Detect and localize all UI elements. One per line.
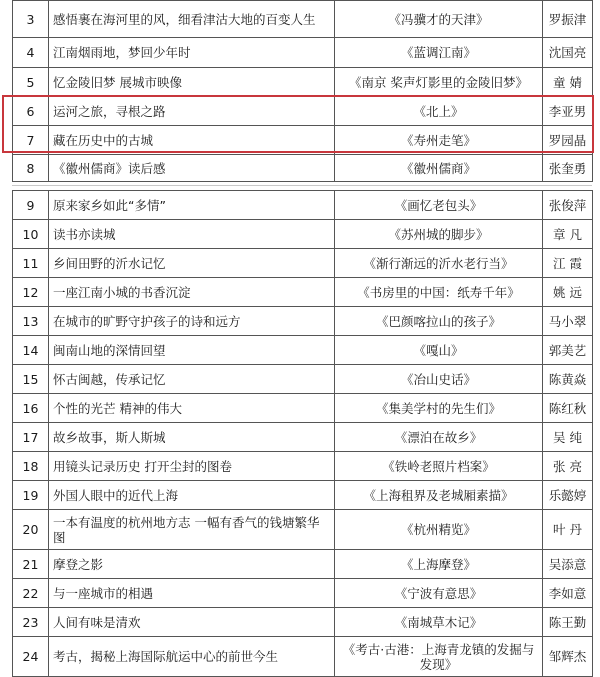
essay-title: 《徽州儒商》读后感 bbox=[49, 155, 335, 182]
row-number: 7 bbox=[13, 126, 49, 155]
book-title: 《南城草木记》 bbox=[335, 608, 543, 637]
essay-title: 感悟裹在海河里的风，细看津沽大地的百变人生 bbox=[49, 1, 335, 38]
book-title: 《铁岭老照片档案》 bbox=[335, 452, 543, 481]
table-body-bottom bbox=[13, 191, 593, 677]
row-number: 6 bbox=[13, 97, 49, 126]
book-title: 《上海租界及老城厢素描》 bbox=[335, 481, 543, 510]
essay-title: 外国人眼中的近代上海 bbox=[49, 481, 335, 510]
essay-title: 怀古闽越，传承记忆 bbox=[49, 365, 335, 394]
row-number: 23 bbox=[13, 608, 49, 637]
book-title: 《嘎山》 bbox=[335, 336, 543, 365]
book-title: 《书房里的中国：纸寿千年》 bbox=[335, 278, 543, 307]
book-table-top bbox=[12, 0, 593, 182]
author-name: 李亚男 bbox=[543, 97, 593, 126]
table-row bbox=[13, 336, 593, 365]
row-number: 5 bbox=[13, 68, 49, 97]
row-number: 16 bbox=[13, 394, 49, 423]
row-number: 12 bbox=[13, 278, 49, 307]
essay-title: 与一座城市的相遇 bbox=[49, 579, 335, 608]
table-row bbox=[13, 579, 593, 608]
author-name: 叶 丹 bbox=[543, 510, 593, 550]
table-row bbox=[13, 126, 593, 155]
author-name: 邹辉杰 bbox=[543, 637, 593, 677]
row-number: 21 bbox=[13, 550, 49, 579]
author-name: 吴 纯 bbox=[543, 423, 593, 452]
author-name: 沈国亮 bbox=[543, 38, 593, 68]
essay-title: 在城市的旷野守护孩子的诗和远方 bbox=[49, 307, 335, 336]
book-title: 《北上》 bbox=[335, 97, 543, 126]
row-number: 15 bbox=[13, 365, 49, 394]
book-title: 《蓝调江南》 bbox=[335, 38, 543, 68]
table-row bbox=[13, 550, 593, 579]
table-row bbox=[13, 365, 593, 394]
author-name: 罗园晶 bbox=[543, 126, 593, 155]
table-row bbox=[13, 249, 593, 278]
book-table-bottom bbox=[12, 190, 593, 677]
book-title: 《冯骥才的天津》 bbox=[335, 1, 543, 38]
row-number: 11 bbox=[13, 249, 49, 278]
table-row bbox=[13, 637, 593, 677]
table-row bbox=[13, 278, 593, 307]
table-row bbox=[13, 1, 593, 38]
book-title: 《上海摩登》 bbox=[335, 550, 543, 579]
author-name: 陈红秋 bbox=[543, 394, 593, 423]
essay-title: 个性的光芒 精神的伟大 bbox=[49, 394, 335, 423]
table-row bbox=[13, 68, 593, 97]
author-name: 罗振津 bbox=[543, 1, 593, 38]
table-row bbox=[13, 155, 593, 182]
book-title: 《集美学村的先生们》 bbox=[335, 394, 543, 423]
essay-title: 人间有味是清欢 bbox=[49, 608, 335, 637]
author-name: 乐懿婷 bbox=[543, 481, 593, 510]
table-row bbox=[13, 423, 593, 452]
row-number: 18 bbox=[13, 452, 49, 481]
essay-title: 摩登之影 bbox=[49, 550, 335, 579]
essay-title: 原来家乡如此“多情” bbox=[49, 191, 335, 220]
author-name: 陈王勤 bbox=[543, 608, 593, 637]
table-row bbox=[13, 510, 593, 550]
table-row bbox=[13, 38, 593, 68]
author-name: 陈黄焱 bbox=[543, 365, 593, 394]
author-name: 李如意 bbox=[543, 579, 593, 608]
table-body-top bbox=[13, 1, 593, 182]
essay-title: 故乡故事，斯人斯城 bbox=[49, 423, 335, 452]
table-row bbox=[13, 97, 593, 126]
book-title: 《巴颜喀拉山的孩子》 bbox=[335, 307, 543, 336]
row-number: 9 bbox=[13, 191, 49, 220]
essay-title: 运河之旅，寻根之路 bbox=[49, 97, 335, 126]
row-number: 10 bbox=[13, 220, 49, 249]
book-title: 《考古·古港：上海青龙镇的发掘与发现》 bbox=[335, 637, 543, 677]
essay-title: 乡间田野的沂水记忆 bbox=[49, 249, 335, 278]
row-number: 19 bbox=[13, 481, 49, 510]
row-number: 22 bbox=[13, 579, 49, 608]
essay-title: 考古，揭秘上海国际航运中心的前世今生 bbox=[49, 637, 335, 677]
table-row bbox=[13, 481, 593, 510]
author-name: 姚 远 bbox=[543, 278, 593, 307]
row-number: 3 bbox=[13, 1, 49, 38]
book-title: 《杭州精览》 bbox=[335, 510, 543, 550]
table-row bbox=[13, 608, 593, 637]
essay-title: 忆金陵旧梦 展城市映像 bbox=[49, 68, 335, 97]
essay-title: 闽南山地的深情回望 bbox=[49, 336, 335, 365]
row-number: 4 bbox=[13, 38, 49, 68]
essay-title: 一本有温度的杭州地方志 一幅有香气的钱塘繁华图 bbox=[49, 510, 335, 550]
page-break-divider bbox=[12, 185, 592, 186]
table-row bbox=[13, 220, 593, 249]
book-title: 《寿州走笔》 bbox=[335, 126, 543, 155]
book-title: 《渐行渐远的沂水老行当》 bbox=[335, 249, 543, 278]
author-name: 章 凡 bbox=[543, 220, 593, 249]
table-row bbox=[13, 394, 593, 423]
book-title: 《南京 桨声灯影里的金陵旧梦》 bbox=[335, 68, 543, 97]
book-title: 《漂泊在故乡》 bbox=[335, 423, 543, 452]
book-title: 《苏州城的脚步》 bbox=[335, 220, 543, 249]
essay-title: 读书亦读城 bbox=[49, 220, 335, 249]
row-number: 13 bbox=[13, 307, 49, 336]
author-name: 江 霞 bbox=[543, 249, 593, 278]
row-number: 20 bbox=[13, 510, 49, 550]
book-title: 《宁波有意思》 bbox=[335, 579, 543, 608]
author-name: 吴添意 bbox=[543, 550, 593, 579]
row-number: 14 bbox=[13, 336, 49, 365]
author-name: 张俊萍 bbox=[543, 191, 593, 220]
book-title: 《冶山史话》 bbox=[335, 365, 543, 394]
essay-title: 藏在历史中的古城 bbox=[49, 126, 335, 155]
author-name: 张奎勇 bbox=[543, 155, 593, 182]
row-number: 17 bbox=[13, 423, 49, 452]
essay-title: 用镜头记录历史 打开尘封的图卷 bbox=[49, 452, 335, 481]
author-name: 张 亮 bbox=[543, 452, 593, 481]
row-number: 24 bbox=[13, 637, 49, 677]
essay-title: 一座江南小城的书香沉淀 bbox=[49, 278, 335, 307]
book-title: 《画忆老包头》 bbox=[335, 191, 543, 220]
essay-title: 江南烟雨地，梦回少年时 bbox=[49, 38, 335, 68]
author-name: 郭美艺 bbox=[543, 336, 593, 365]
book-title: 《徽州儒商》 bbox=[335, 155, 543, 182]
author-name: 童 婧 bbox=[543, 68, 593, 97]
author-name: 马小翠 bbox=[543, 307, 593, 336]
table-row bbox=[13, 452, 593, 481]
row-number: 8 bbox=[13, 155, 49, 182]
table-row bbox=[13, 191, 593, 220]
table-row bbox=[13, 307, 593, 336]
